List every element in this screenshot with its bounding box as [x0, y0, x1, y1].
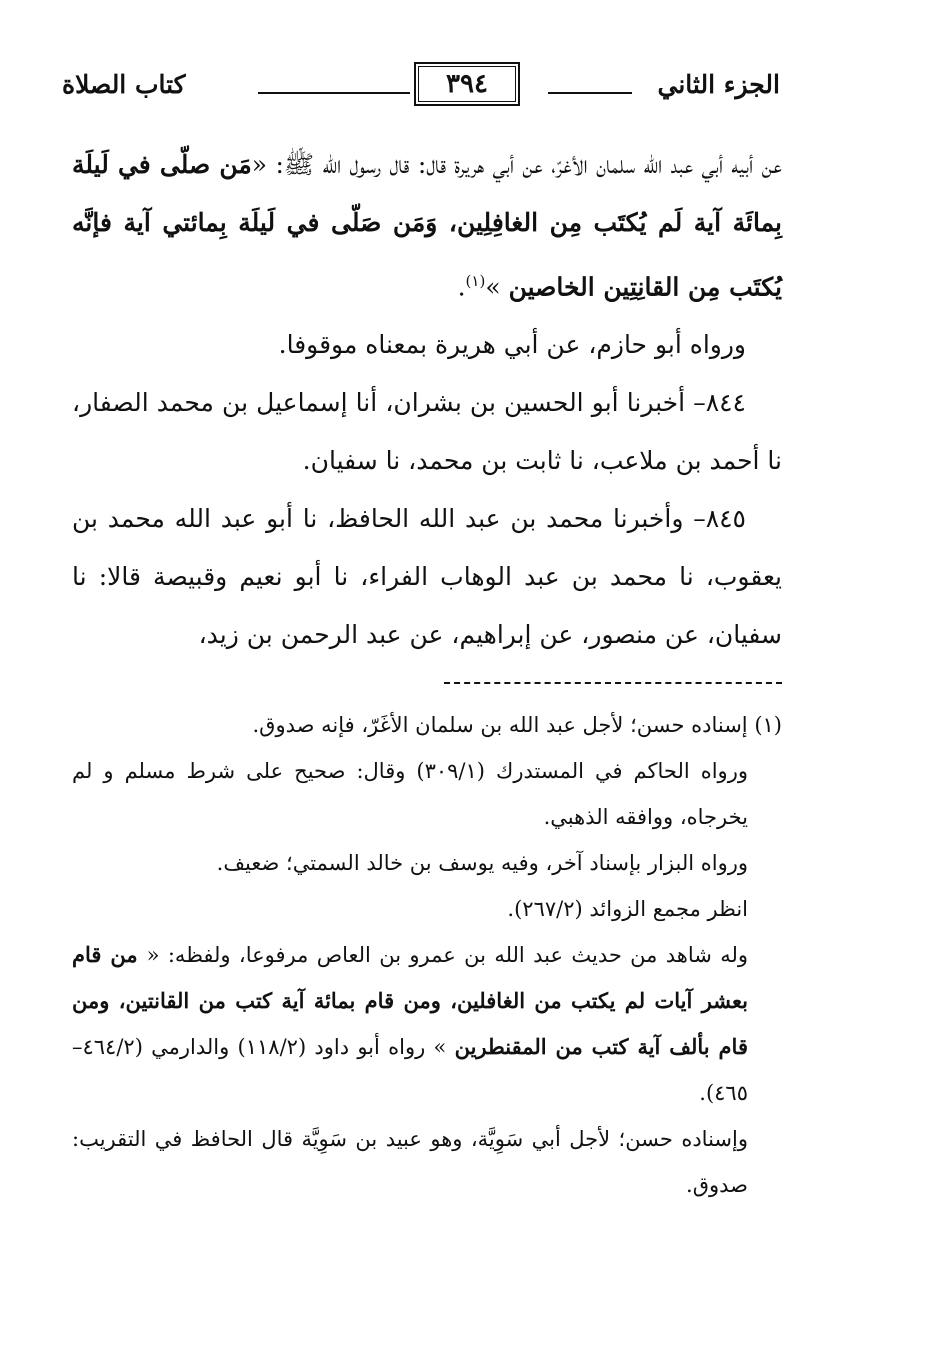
footnotes — [72, 702, 782, 1208]
hadith-text: مَن صلّى في لَيلَة بِمائَة آية لَم يُكتَب مِن الغافِلِين، وَمَن صَلّى في لَيلَة بِمائتي آية فإنَّه يُكتَب مِن القانِتِين الخاصين — [72, 150, 782, 302]
page-number: ٣٩٤ — [446, 69, 488, 99]
shahid-intro: وله شاهد من حديث عبد الله بن عمرو بن العاص مرفوعا، ولفظه: « — [146, 943, 749, 967]
footnote-isnad: وإسناده حسن؛ لأجل أبي سَوِيَّة، وهو عبيد بن سَوِيَّة قال الحافظ في التقريب: صدوق. — [72, 1127, 748, 1197]
header-rule-left — [258, 92, 410, 94]
hadith-844: ٨٤٤– أخبرنا أبو الحسين بن بشران، أنا إسماعيل بن محمد الصفار، نا أحمد بن ملاعب، نا ثابت بن محمد، نا سفيان. — [72, 388, 782, 476]
narration-paragraph: ورواه أبو حازم، عن أبي هريرة بمعناه موقوفا. — [278, 330, 746, 360]
footnote-shahid — [72, 932, 782, 1116]
header-rule-right — [548, 92, 632, 94]
page-header — [62, 62, 780, 114]
book-title: كتاب الصلاة — [62, 70, 186, 99]
period: . — [457, 272, 466, 302]
footnote-marker: (١) — [465, 272, 486, 290]
footnote-bazzar: ورواه البزار بإسناد آخر، وفيه يوسف بن خالد السمتي؛ ضعيف. — [216, 851, 748, 875]
footnote-divider — [444, 682, 782, 684]
shahid-text: من قام بعشر آيات لم يكتب من الغافلين، ومن قام بمائة آية كتب من القانتين، ومن قام بألف آية كتب من المقنطرين — [72, 942, 748, 1059]
part-title: الجزء الثاني — [657, 70, 780, 99]
hadith-845: ٨٤٥– وأخبرنا محمد بن عبد الله الحافظ، نا أبو عبد الله محمد بن يعقوب، نا محمد بن عبد الوهاب الفراء، نا أبو نعيم وقبيصة قالا: نا سفيان، عن منصور، عن إبراهيم، عن عبد الرحمن بن زيد، — [72, 504, 782, 650]
closing-quote: » — [485, 272, 509, 302]
footnote-majma: انظر مجمع الزوائد (٢٦٧/٢). — [507, 897, 748, 921]
main-text — [72, 136, 782, 664]
footnote-hakim: ورواه الحاكم في المستدرك (٣٠٩/١) وقال: صحيح على شرط مسلم و لم يخرجاه، ووافقه الذهبي. — [72, 759, 748, 829]
shahid-source: » رواه أبو داود (١١٨/٢) والدارمي (٤٦٤/٢–٤٦٥). — [72, 1035, 748, 1105]
hadith-paragraph — [72, 136, 782, 316]
narration-chain: عن أبيه أبي عبد الله سلمان الأغرّ، عن أبي هريرة قال: قال رسول الله ﷺ: « — [251, 150, 782, 179]
page-number-box — [414, 62, 520, 106]
footnote-1: (١) إسناده حسن؛ لأجل عبد الله بن سلمان الأغَرّ، فإنه صدوق. — [252, 713, 782, 737]
